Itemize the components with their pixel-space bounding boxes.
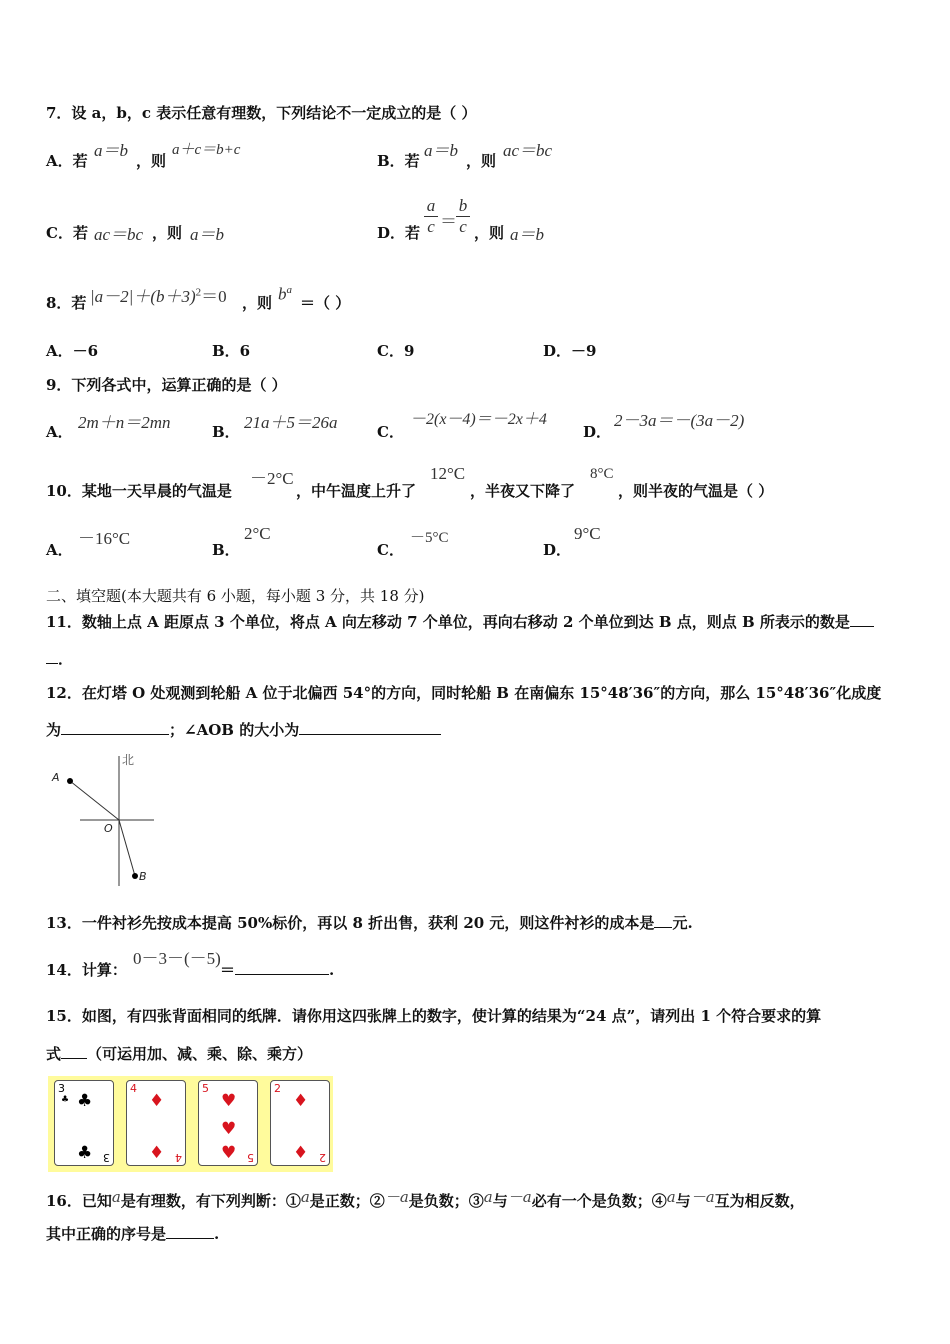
q14-answer-blank[interactable] <box>235 960 329 975</box>
label-o: O <box>104 822 113 835</box>
q16-line1 <box>46 1186 805 1211</box>
q9-option-c-label: C． <box>377 423 404 441</box>
point-a <box>67 778 73 784</box>
q11-line1 <box>46 611 874 632</box>
q9-option-d-label: D． <box>583 423 612 441</box>
card-suit-icon: ♣ <box>77 1091 93 1111</box>
q16-p2: 是有理数，有下列判断：① <box>120 1192 301 1210</box>
q10-stem-mid2: ，半夜又下降了 <box>470 482 576 500</box>
q8-stem-middle: ，则 <box>242 294 273 312</box>
q16-tail: . <box>214 1225 220 1243</box>
q16-var-neg-a2: －a <box>507 1188 532 1206</box>
q8-power-exponent: a <box>286 284 292 296</box>
q11-tail: ． <box>58 650 74 668</box>
card-rank: 2 <box>274 1082 281 1095</box>
q16-p1: 16．已知 <box>46 1192 112 1210</box>
q10-option-a-label: A． <box>46 541 73 559</box>
q7-option-d-then: ，则 <box>474 224 505 242</box>
q7-fraction-right-denominator: c <box>456 216 470 237</box>
q10-option-a: －16°C <box>78 529 131 548</box>
q16-line2-text: 其中正确的序号是 <box>46 1225 167 1243</box>
q16-p4: 是负数；③ <box>408 1192 484 1210</box>
card-suit-icon: ♥ <box>221 1143 237 1163</box>
q7-option-b-then: ，则 <box>466 152 497 170</box>
section-2-heading: 二、填空题(本大题共有 6 小题，每小题 3 分，共 18 分) <box>46 587 425 605</box>
q12-answer-blank-angle[interactable] <box>299 720 441 735</box>
label-b: B <box>139 870 147 883</box>
q16-answer-blank[interactable] <box>166 1224 214 1239</box>
q10-temp-rise: 12°C <box>430 464 466 483</box>
playing-card <box>198 1080 258 1166</box>
q15-line2-prefix: 式 <box>46 1045 62 1063</box>
q15-line2 <box>46 1043 312 1064</box>
q7-stem: 7．设 a，b，c 表示任意有理数，下列结论不一定成立的是（ ） <box>46 104 477 122</box>
q7-option-a-cond: a＝b <box>94 141 128 160</box>
q16-p7: 与 <box>675 1192 691 1210</box>
q7-option-c-label: C．若 <box>46 224 88 242</box>
q9-option-b-label: B． <box>212 423 240 441</box>
card-suit-icon: ♦ <box>293 1091 309 1111</box>
q13 <box>46 912 693 933</box>
label-a: A <box>52 771 60 784</box>
q16-var-a4: a <box>666 1188 676 1206</box>
q10-option-b: 2°C <box>244 524 271 543</box>
q12-answer-blank-degrees[interactable] <box>61 720 169 735</box>
q8-option-d: D．－9 <box>543 342 597 360</box>
q14-expression: 0－3－(－5) <box>133 949 221 968</box>
q7-option-d-fraction-right <box>456 196 470 237</box>
q16-var-a3: a <box>483 1188 493 1206</box>
ray-ob <box>119 820 135 876</box>
q15-line2-tail: （可运用加、减、乘、除、乘方） <box>87 1045 313 1063</box>
playing-card <box>54 1080 114 1166</box>
q8-stem-prefix: 8．若 <box>46 294 87 312</box>
q10-option-c: －5°C <box>410 530 449 546</box>
q9-stem: 9．下列各式中，运算正确的是（ ） <box>46 376 287 394</box>
q13-answer-blank[interactable] <box>654 913 672 928</box>
card-suit-icon: ♦ <box>293 1143 309 1163</box>
q8-expression-main: |a－2|＋(b＋3) <box>90 287 196 306</box>
q8-expression <box>90 282 227 307</box>
q8-option-c: C．9 <box>377 342 415 360</box>
q7-option-a-then: ，则 <box>136 152 167 170</box>
point-b <box>132 873 138 879</box>
q11-answer-blank-a[interactable] <box>850 612 874 627</box>
card-suit-icon: ♥ <box>221 1119 237 1139</box>
q14-tail: . <box>329 961 335 979</box>
q12-line2-mid: ；∠AOB 的大小为 <box>169 721 300 739</box>
q7-option-a-label: A．若 <box>46 152 88 170</box>
card-rank: 3 <box>58 1082 65 1095</box>
q7-option-b-cond: a＝b <box>424 141 458 160</box>
q7-option-c-cond: ac＝bc <box>94 225 144 244</box>
q7-option-c-then: ，则 <box>152 224 183 242</box>
q14-answer <box>220 959 334 980</box>
card-suit-icon: ♥ <box>221 1091 237 1111</box>
q7-option-d-res: a＝b <box>510 225 544 244</box>
q8-power <box>278 284 292 305</box>
q9-option-c-expr: －2(x－4)＝－2x＋4 <box>410 411 547 428</box>
q7-fraction-left-numerator: a <box>426 196 436 215</box>
q10-temp-drop: 8°C <box>590 466 614 482</box>
q10-option-b-label: B． <box>212 541 240 559</box>
q13-tail: 元. <box>672 914 693 932</box>
q7-fraction-right-numerator: b <box>458 196 468 215</box>
q9-option-b-expr: 21a＋5＝26a <box>244 413 338 432</box>
q16-p6: 必有一个是负数；④ <box>531 1192 667 1210</box>
q8-stem-tail: ＝（ ） <box>300 294 351 312</box>
q10-stem-prefix: 10．某地一天早晨的气温是 <box>46 482 232 500</box>
q14-equals: ＝ <box>220 961 236 979</box>
q16-p8: 互为相反数， <box>714 1192 805 1210</box>
q8-expression-exponent: 2 <box>195 286 202 299</box>
q8-power-base: b <box>278 284 287 304</box>
card-suit-icon: ♣ <box>77 1143 93 1163</box>
q16-p3: 是正数；② <box>309 1192 385 1210</box>
q10-stem-tail: ，则半夜的气温是（ ） <box>618 482 774 500</box>
q8-option-b: B．6 <box>212 342 251 360</box>
q10-stem-mid1: ，中午温度上升了 <box>296 482 417 500</box>
card-rank: 5 <box>202 1082 209 1095</box>
q16-var-a1: a <box>111 1188 121 1206</box>
ray-oa <box>70 781 119 820</box>
q12-line2-prefix: 为 <box>46 721 62 739</box>
q16-var-a2: a <box>300 1188 310 1206</box>
card-suit-icon: ♣ <box>61 1095 70 1105</box>
card-suit-icon: ♦ <box>149 1143 165 1163</box>
q15-line1: 15．如图，有四张背面相同的纸牌．请你用这四张牌上的数字，使计算的结果为“24 点”，请列出 1 个符合要求的算 <box>46 1007 822 1025</box>
q8-expression-tail: ＝0 <box>201 287 227 306</box>
q15-answer-blank[interactable] <box>61 1044 87 1059</box>
q11-text: 11．数轴上点 A 距原点 3 个单位，将点 A 向左移动 7 个单位，再向右移动 2 个单位到达 B 点，则点 B 所表示的数是 <box>46 613 850 631</box>
card-rank-bottom: 4 <box>175 1151 182 1164</box>
q7-option-a-res: a＋c＝b+c <box>172 142 241 158</box>
card-rank: 4 <box>130 1082 137 1095</box>
q16-line2 <box>46 1223 219 1244</box>
q14-prefix: 14．计算： <box>46 961 127 979</box>
q10-option-d-label: D． <box>543 541 572 559</box>
q7-option-d-label: D．若 <box>377 224 421 242</box>
card-rank-bottom: 3 <box>103 1151 110 1164</box>
north-label: 北 <box>122 753 135 767</box>
q8-option-a: A．－6 <box>46 342 99 360</box>
q7-option-d-fraction-left <box>424 196 438 237</box>
q10-temp-morning: －2°C <box>250 469 294 488</box>
q13-text: 13．一件衬衫先按成本提高 50%标价，再以 8 折出售，获利 20 元，则这件衬衫的成本是 <box>46 914 655 932</box>
card-suit-icon: ♦ <box>149 1091 165 1111</box>
q7-fraction-left-denominator: c <box>424 216 438 237</box>
card-rank-bottom: 2 <box>319 1151 326 1164</box>
q7-option-c-res: a＝b <box>190 225 224 244</box>
q9-option-a-label: A． <box>46 423 73 441</box>
playing-card <box>270 1080 330 1166</box>
q12-line2 <box>46 719 441 740</box>
q11-answer-blank-b[interactable] <box>46 649 58 664</box>
q9-option-d-expr: 2－3a＝－(3a－2) <box>614 411 745 430</box>
q16-p5: 与 <box>492 1192 508 1210</box>
q12-line1: 12．在灯塔 O 处观测到轮船 A 位于北偏西 54°的方向，同时轮船 B 在南偏东 15°48′36″的方向，那么 15°48′36″化成度 <box>46 684 882 702</box>
playing-card <box>126 1080 186 1166</box>
q11-line2 <box>46 648 73 669</box>
q16-var-neg-a1: －a <box>384 1188 409 1206</box>
q7-option-b-label: B．若 <box>377 152 420 170</box>
card-rank-bottom: 5 <box>247 1151 254 1164</box>
q10-option-c-label: C． <box>377 541 404 559</box>
q7-option-b-res: ac＝bc <box>503 141 553 160</box>
q16-var-neg-a3: －a <box>690 1188 715 1206</box>
q10-option-d: 9°C <box>574 524 601 543</box>
q12-direction-diagram <box>40 748 170 890</box>
q7-option-d-equals: ＝ <box>440 212 457 231</box>
q9-option-a-expr: 2m＋n＝2mn <box>78 413 171 432</box>
